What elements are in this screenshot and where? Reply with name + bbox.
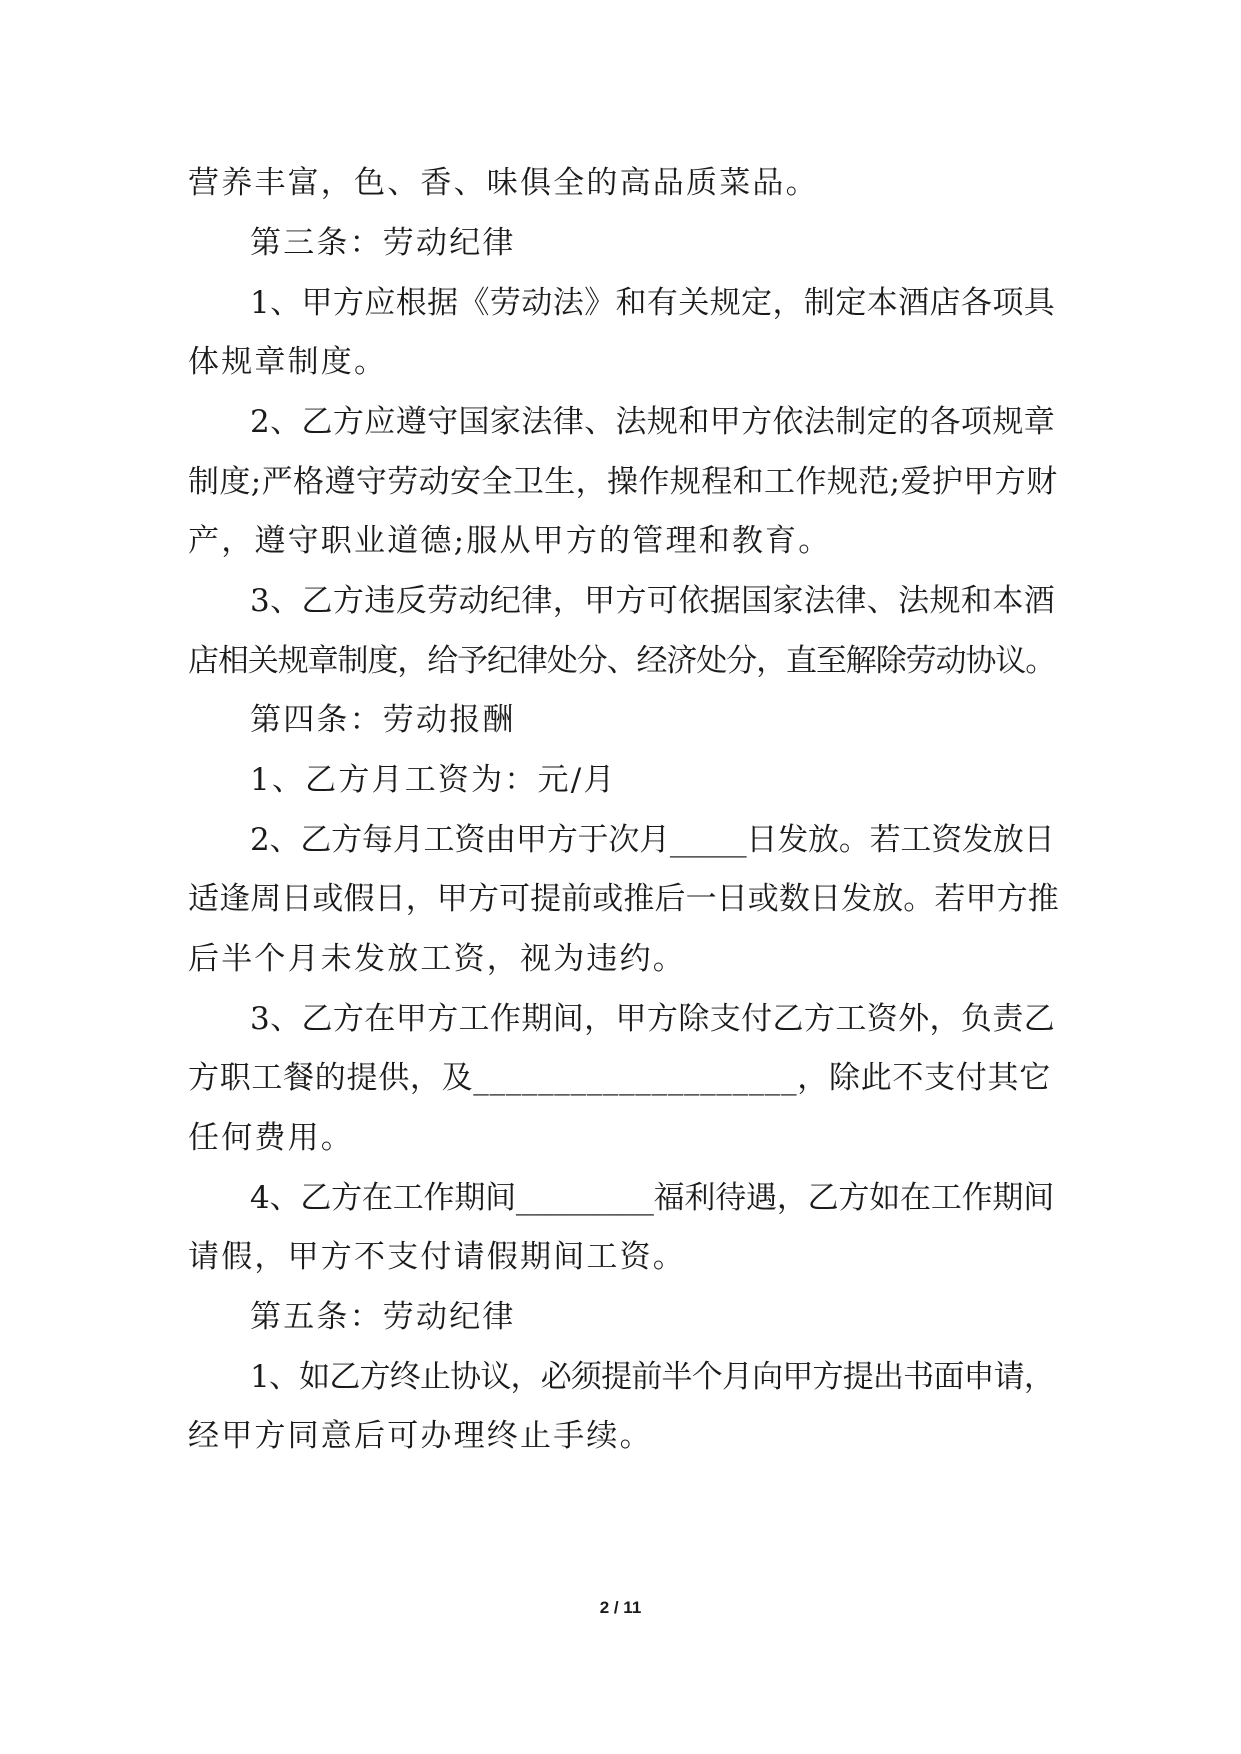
section-heading: 第三条：劳动纪律	[250, 225, 516, 261]
paragraph-line: 后半个月未发放工资，视为违约。	[188, 941, 686, 977]
page-number: 2 / 11	[599, 1598, 642, 1617]
paragraph-line: 1、甲方应根据《劳动法》和有关规定，制定本酒店各项具	[250, 285, 1056, 321]
paragraph-line: 方职工餐的提供，及____________________，除此不支付其它	[188, 1060, 1051, 1096]
paragraph-line: 2、乙方每月工资由甲方于次月_____日发放。若工资发放日	[250, 822, 1055, 858]
paragraph-line: 体规章制度。	[188, 344, 388, 380]
paragraph-line: 1、如乙方终止协议，必须提前半个月向甲方提出书面申请，	[250, 1359, 1055, 1395]
paragraph-line: 3、乙方在甲方工作期间，甲方除支付乙方工资外，负责乙	[250, 1001, 1056, 1037]
paragraph-line: 产，遵守职业道德;服从甲方的管理和教育。	[188, 523, 832, 559]
section-heading: 第四条：劳动报酬	[250, 702, 516, 738]
paragraph-line: 3、乙方违反劳动纪律，甲方可依据国家法律、法规和本酒	[250, 583, 1056, 619]
paragraph-line: 经甲方同意后可办理终止手续。	[188, 1418, 653, 1454]
paragraph-line: 店相关规章制度，给予纪律处分、经济处分，直至解除劳动协议。	[188, 643, 1056, 679]
paragraph-line: 营养丰富，色、香、味俱全的高品质菜品。	[188, 165, 819, 201]
section-heading: 第五条：劳动纪律	[250, 1299, 516, 1335]
paragraph-line: 制度;严格遵守劳动安全卫生，操作规程和工作规范;爱护甲方财	[188, 464, 1058, 500]
paragraph-line: 4、乙方在工作期间_________福利待遇，乙方如在工作期间	[250, 1180, 1055, 1216]
paragraph-line: 2、乙方应遵守国家法律、法规和甲方依法制定的各项规章	[250, 404, 1056, 440]
paragraph-line: 请假，甲方不支付请假期间工资。	[188, 1239, 686, 1275]
paragraph-line: 适逢周日或假日，甲方可提前或推后一日或数日发放。若甲方推	[188, 881, 1059, 917]
paragraph-line: 任何费用。	[188, 1120, 354, 1156]
paragraph-line: 1、乙方月工资为：元/月	[250, 762, 617, 798]
